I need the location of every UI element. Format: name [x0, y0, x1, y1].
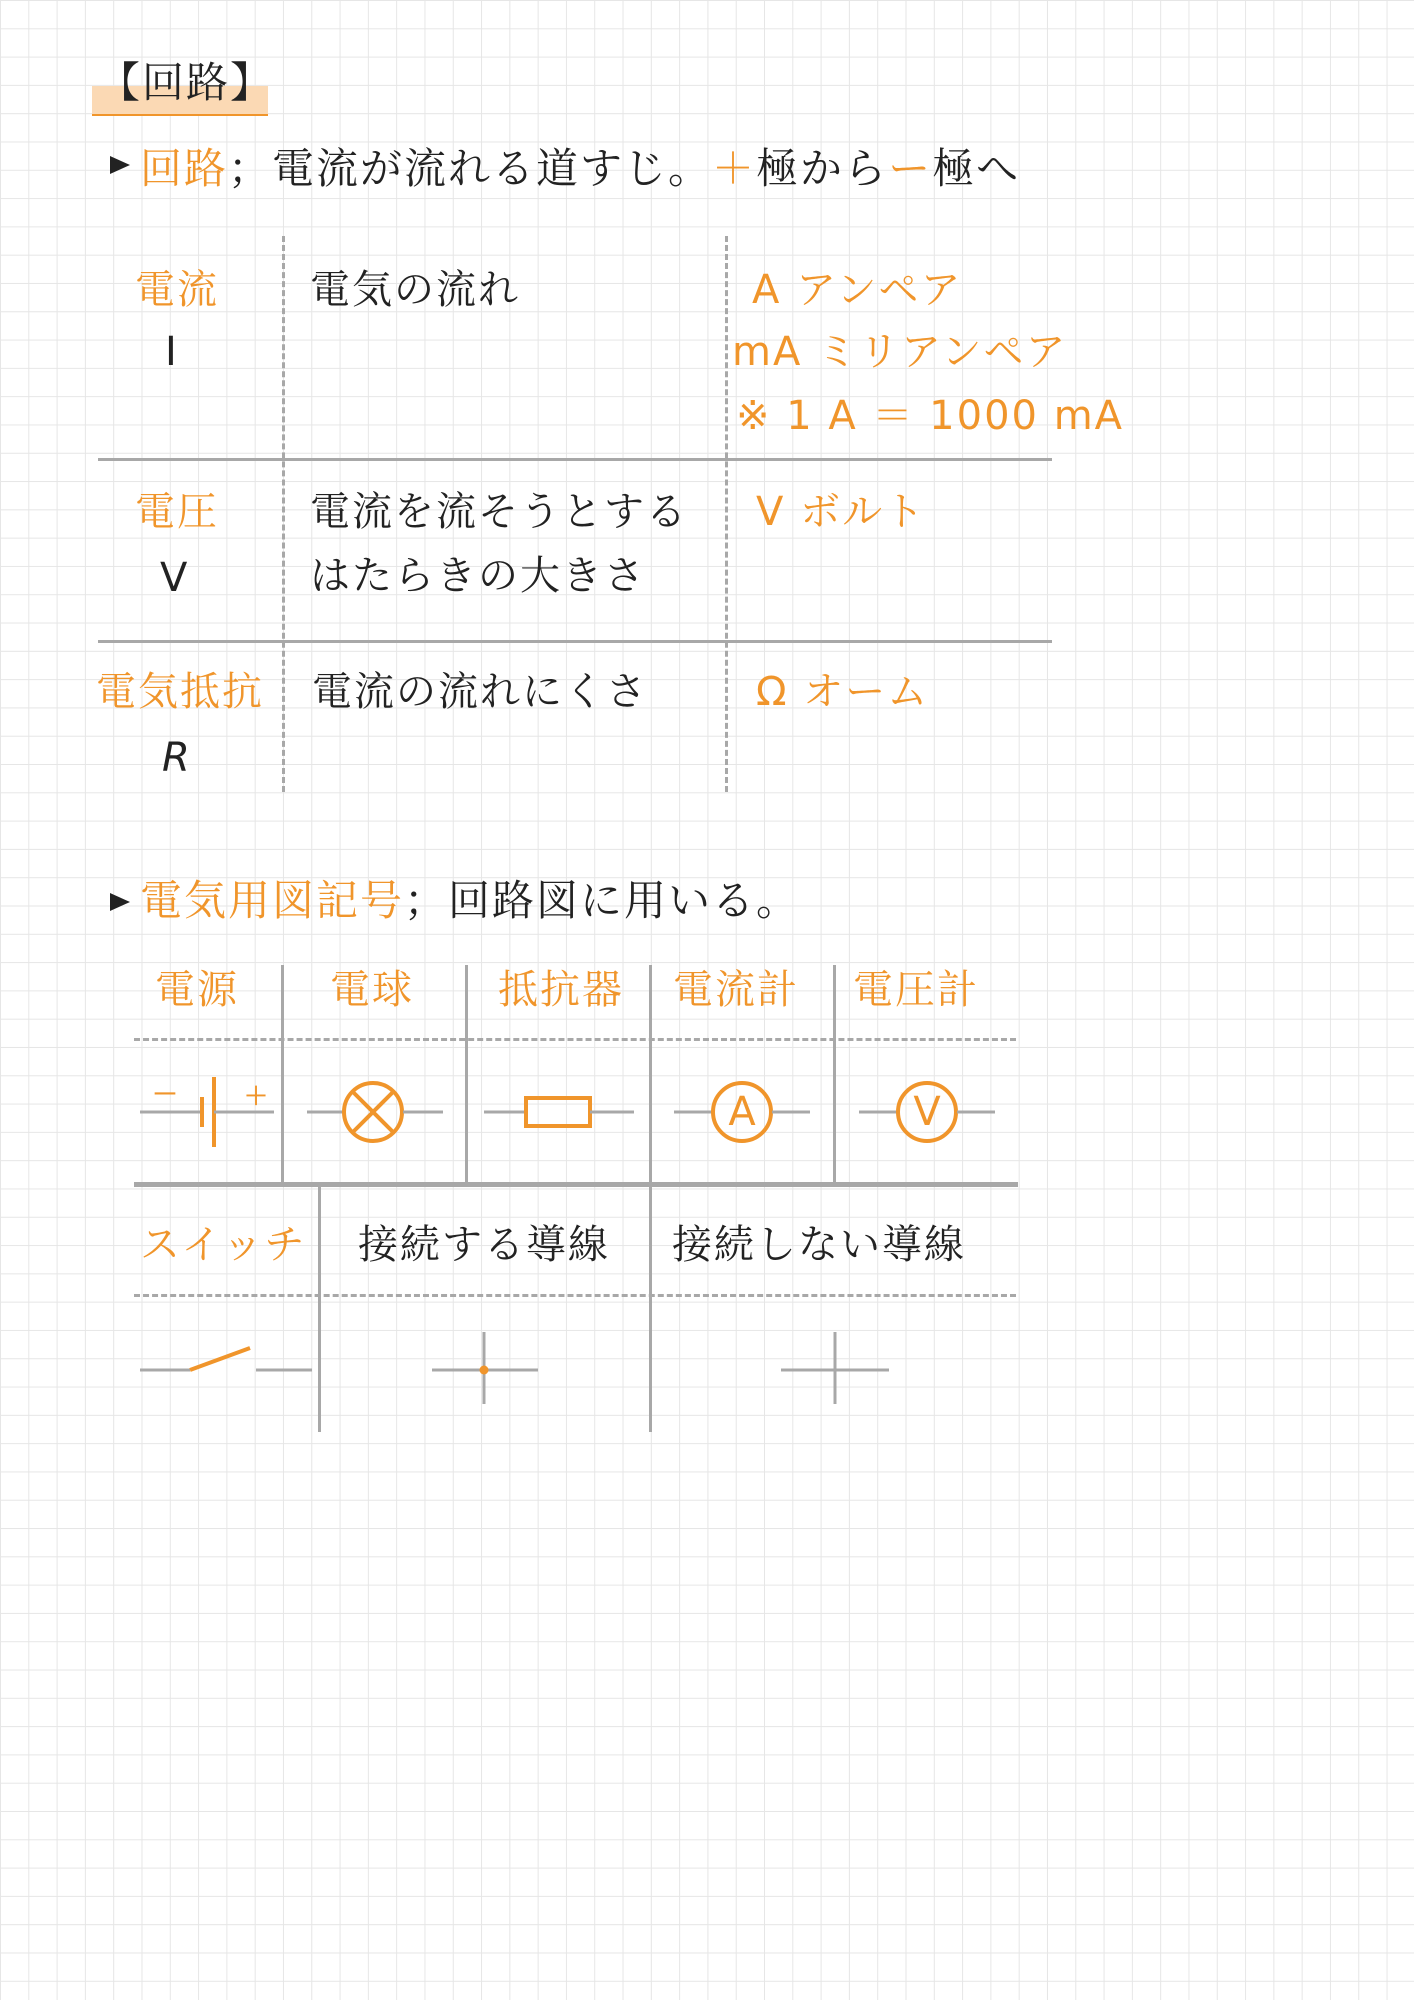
- battery-minus-label: －: [152, 1080, 179, 1110]
- symbol-header-switch: スイッチ: [140, 1222, 307, 1268]
- symbols-divider: [318, 1186, 321, 1432]
- symbol-header-voltmeter: 電圧計: [853, 967, 979, 1013]
- table1-rule: [98, 640, 1052, 643]
- section2-heading: [140, 876, 801, 925]
- unit-text: Ω オーム: [756, 669, 930, 715]
- quantity-symbol: R: [162, 735, 192, 781]
- table1-rule: [98, 458, 1052, 461]
- symbols-divider: [649, 1186, 652, 1432]
- symbols-divider: [649, 965, 652, 1183]
- quantity-name: 電気抵抗: [96, 669, 264, 715]
- section2-definition: ；回路図に用いる。: [404, 876, 801, 925]
- bullet-icon: [110, 893, 130, 911]
- resistor-icon: [482, 1094, 636, 1130]
- table1-divider: [725, 236, 728, 792]
- quantity-name: 電圧: [135, 489, 219, 535]
- unit-text: V ボルト: [756, 489, 927, 535]
- quantity-description: 電気の流れ: [310, 267, 520, 313]
- unit-text: A アンペア: [752, 267, 963, 313]
- quantity-description: 電流の流れにくさ: [312, 669, 648, 715]
- unconnected-wire-icon: [779, 1330, 891, 1406]
- quantity-name: 電流: [135, 267, 219, 313]
- title-underline: [92, 114, 268, 116]
- lamp-icon: [305, 1080, 445, 1144]
- symbols-section-rule: [134, 1182, 1018, 1187]
- section1-definition: ；電流が流れる道すじ。: [228, 144, 713, 193]
- connected-wire-icon: [430, 1330, 540, 1406]
- unit-note: ※ 1 A ＝ 1000 mA: [736, 393, 1125, 439]
- quantity-symbol: I: [165, 329, 179, 375]
- page-title: 【回路】: [98, 58, 275, 107]
- voltmeter-letter: V: [913, 1089, 941, 1135]
- ammeter-letter: A: [728, 1089, 756, 1135]
- quantity-description: 電流を流そうとする: [310, 489, 688, 535]
- quantity-description: はたらきの大きさ: [310, 553, 646, 599]
- symbol-header-resistor: 抵抗器: [498, 967, 624, 1013]
- section1-term: 回路: [140, 144, 229, 193]
- symbols-header-rule: [134, 1294, 1016, 1297]
- symbols-divider: [465, 965, 468, 1183]
- symbols-divider: [833, 965, 836, 1183]
- symbol-header-bulb: 電球: [330, 967, 414, 1013]
- symbol-header-unconnected-wire: 接続しない導線: [672, 1222, 966, 1268]
- minus-sign: ー: [888, 144, 933, 193]
- battery-plus-label: ＋: [244, 1082, 268, 1110]
- symbol-header-connected-wire: 接続する導線: [358, 1222, 610, 1268]
- unit-text: mA ミリアンペア: [732, 329, 1068, 375]
- table1-divider: [282, 236, 285, 792]
- quantity-symbol: V: [160, 555, 190, 601]
- switch-icon: [138, 1344, 314, 1384]
- section1-end: 極へ: [932, 144, 1021, 193]
- plus-sign: ＋: [712, 144, 757, 193]
- symbol-header-power: 電源: [155, 967, 239, 1013]
- section1-mid: 極から: [756, 144, 889, 193]
- section1-heading: [140, 144, 1021, 193]
- symbols-header-rule: [134, 1038, 1016, 1041]
- symbol-header-ammeter: 電流計: [673, 967, 799, 1013]
- bullet-icon: [110, 156, 130, 174]
- symbols-divider: [281, 965, 284, 1183]
- section2-term: 電気用図記号: [140, 876, 405, 925]
